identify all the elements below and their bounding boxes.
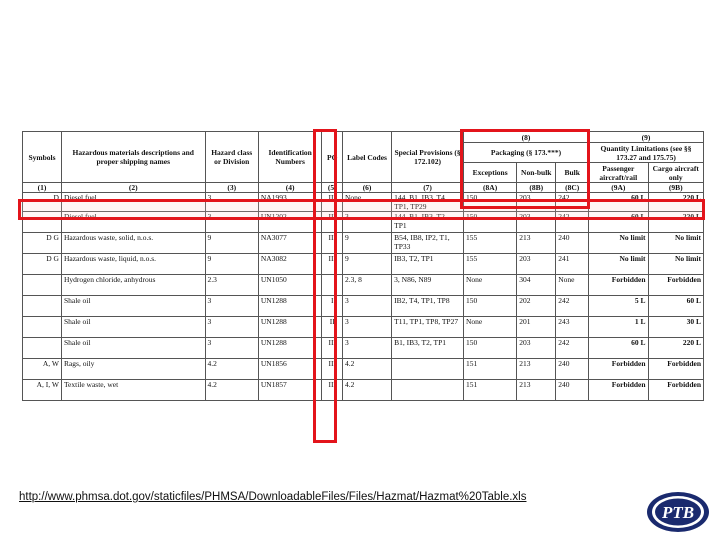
cell-name: Diesel fuel [61, 212, 205, 233]
cell-label: 3 [342, 338, 391, 359]
cell-bulk: 242 [556, 338, 589, 359]
highlight-diesel-row [18, 199, 705, 220]
cell-symbols [23, 296, 62, 317]
column-number: (9B) [648, 183, 703, 193]
header-packaging: Packaging (§ 173.***) [463, 143, 588, 163]
cell-bulk: 242 [556, 193, 589, 212]
cell-symbols [23, 338, 62, 359]
cell-id: NA1993 [258, 193, 322, 212]
cell-exceptions: 151 [463, 359, 516, 380]
header-bulk: Bulk [556, 163, 589, 183]
cell-pg: III [322, 233, 343, 254]
cell-hazard: 4.2 [205, 380, 258, 401]
cell-special: T11, TP1, TP8, TP27 [392, 317, 464, 338]
cell-exceptions: None [463, 317, 516, 338]
cell-symbols [23, 275, 62, 296]
cell-id: NA3077 [258, 233, 322, 254]
cell-id: NA3082 [258, 254, 322, 275]
cell-id: UN1857 [258, 380, 322, 401]
header-col8-number: (8) [463, 132, 588, 143]
cell-non-bulk: 213 [517, 380, 556, 401]
cell-bulk: 243 [556, 317, 589, 338]
cell-passenger: No limit [589, 233, 648, 254]
hazmat-table [22, 131, 704, 401]
column-number: (3) [205, 183, 258, 193]
cell-name: Hydrogen chloride, anhydrous [61, 275, 205, 296]
cell-symbols: D [23, 193, 62, 212]
cell-non-bulk: 213 [517, 359, 556, 380]
cell-label: 3 [342, 212, 391, 233]
header-cargo: Cargo aircraft only [648, 163, 703, 183]
cell-name: Rags, oily [61, 359, 205, 380]
table-row [23, 233, 704, 254]
cell-symbols: D G [23, 254, 62, 275]
cell-special [392, 359, 464, 380]
table-row [23, 380, 704, 401]
cell-exceptions: 150 [463, 193, 516, 212]
cell-special: 144, B1, IB3, T2, TP1 [392, 212, 464, 233]
column-number: (5) [322, 183, 343, 193]
table-row [23, 254, 704, 275]
table-row [23, 359, 704, 380]
cell-label: 4.2 [342, 359, 391, 380]
header-description: Hazardous materials descriptions and proper shipping names [61, 132, 205, 183]
cell-cargo: 220 L [648, 193, 703, 212]
header-special-provisions: Special Provisions (§ 172.102) [392, 132, 464, 183]
column-number: (6) [342, 183, 391, 193]
cell-exceptions: 150 [463, 338, 516, 359]
cell-exceptions: 151 [463, 380, 516, 401]
cell-bulk: 240 [556, 380, 589, 401]
highlight-packaging-header [460, 129, 590, 209]
column-number: (4) [258, 183, 322, 193]
cell-pg: III [322, 254, 343, 275]
cell-bulk: 242 [556, 296, 589, 317]
cell-bulk: 242 [556, 212, 589, 233]
header-pg: PG [322, 132, 343, 183]
cell-cargo: 30 L [648, 317, 703, 338]
cell-non-bulk: 203 [517, 254, 556, 275]
cell-symbols: A, W [23, 359, 62, 380]
source-link[interactable]: http://www.phmsa.dot.gov/staticfiles/PHMSA/DownloadableFiles/Files/Hazmat/Hazmat%20Table.xls [19, 491, 527, 503]
cell-special: B1, IB3, T2, TP1 [392, 338, 464, 359]
cell-name: Shale oil [61, 338, 205, 359]
cell-passenger: Forbidden [589, 359, 648, 380]
cell-symbols: A, I, W [23, 380, 62, 401]
header-passenger: Passenger aircraft/rail [589, 163, 648, 183]
cell-label: 9 [342, 233, 391, 254]
cell-passenger: No limit [589, 254, 648, 275]
cell-label: 3 [342, 317, 391, 338]
cell-id: UN1856 [258, 359, 322, 380]
cell-label: None [342, 193, 391, 212]
cell-passenger: 60 L [589, 193, 648, 212]
header-id-numbers: Identification Numbers [258, 132, 322, 183]
header-hazard-class: Hazard class or Division [205, 132, 258, 183]
cell-exceptions: 150 [463, 212, 516, 233]
cell-label: 2.3, 8 [342, 275, 391, 296]
cell-passenger: 5 L [589, 296, 648, 317]
cell-non-bulk: 203 [517, 193, 556, 212]
column-number: (2) [61, 183, 205, 193]
cell-special: 3, N86, N89 [392, 275, 464, 296]
column-number-row [23, 183, 704, 193]
cell-pg: II [322, 317, 343, 338]
cell-special: B54, IB8, IP2, T1, TP33 [392, 233, 464, 254]
cell-non-bulk: 304 [517, 275, 556, 296]
cell-pg: III [322, 359, 343, 380]
cell-name: Shale oil [61, 317, 205, 338]
cell-non-bulk: 213 [517, 233, 556, 254]
cell-hazard: 9 [205, 254, 258, 275]
highlight-pg-column [313, 129, 337, 443]
cell-exceptions: None [463, 275, 516, 296]
cell-special: IB2, T4, TP1, TP8 [392, 296, 464, 317]
cell-id: UN1288 [258, 296, 322, 317]
cell-hazard: 4.2 [205, 359, 258, 380]
cell-exceptions: 155 [463, 233, 516, 254]
cell-hazard: 2.3 [205, 275, 258, 296]
cell-hazard: 3 [205, 296, 258, 317]
cell-name: Diesel fuel [61, 193, 205, 212]
cell-id: UN1202 [258, 212, 322, 233]
cell-label: 9 [342, 254, 391, 275]
cell-symbols [23, 317, 62, 338]
cell-non-bulk: 201 [517, 317, 556, 338]
cell-passenger: 60 L [589, 212, 648, 233]
cell-special: IB3, T2, TP1 [392, 254, 464, 275]
header-symbols: Symbols [23, 132, 62, 183]
cell-bulk: None [556, 275, 589, 296]
cell-name: Hazardous waste, liquid, n.o.s. [61, 254, 205, 275]
column-number: (7) [392, 183, 464, 193]
cell-exceptions: 150 [463, 296, 516, 317]
cell-cargo: 220 L [648, 212, 703, 233]
cell-non-bulk: 203 [517, 338, 556, 359]
cell-pg: I [322, 296, 343, 317]
column-number: (8A) [463, 183, 516, 193]
header-quantity-limitations: Quantity Limitations (see §§ 173.27 and 175.75) [589, 143, 704, 163]
table-row [23, 275, 704, 296]
cell-special: 144, B1, IB3, T4, TP1, TP29 [392, 193, 464, 212]
cell-cargo: No limit [648, 233, 703, 254]
table-row [23, 338, 704, 359]
cell-bulk: 240 [556, 233, 589, 254]
cell-passenger: Forbidden [589, 380, 648, 401]
header-label-codes: Label Codes [342, 132, 391, 183]
cell-bulk: 240 [556, 359, 589, 380]
cell-cargo: Forbidden [648, 380, 703, 401]
cell-label: 3 [342, 296, 391, 317]
cell-hazard: 3 [205, 338, 258, 359]
cell-non-bulk: 203 [517, 212, 556, 233]
cell-hazard: 9 [205, 233, 258, 254]
cell-cargo: No limit [648, 254, 703, 275]
cell-cargo: 220 L [648, 338, 703, 359]
header-non-bulk: Non-bulk [517, 163, 556, 183]
cell-pg: III [322, 380, 343, 401]
cell-name: Textile waste, wet [61, 380, 205, 401]
cell-pg: III [322, 212, 343, 233]
cell-name: Shale oil [61, 296, 205, 317]
ptb-logo-text: PTB [661, 503, 695, 522]
cell-exceptions: 155 [463, 254, 516, 275]
ptb-logo [645, 490, 711, 534]
cell-id: UN1288 [258, 338, 322, 359]
column-number: (9A) [589, 183, 648, 193]
header-col9-number: (9) [589, 132, 704, 143]
column-number: (1) [23, 183, 62, 193]
cell-passenger: 1 L [589, 317, 648, 338]
cell-non-bulk: 202 [517, 296, 556, 317]
table-row [23, 296, 704, 317]
cell-hazard: 3 [205, 212, 258, 233]
cell-cargo: Forbidden [648, 275, 703, 296]
cell-special [392, 380, 464, 401]
cell-id: UN1050 [258, 275, 322, 296]
column-number: (8B) [517, 183, 556, 193]
hazmat-table-image [22, 131, 704, 424]
table-row [23, 317, 704, 338]
cell-label: 4.2 [342, 380, 391, 401]
column-number: (8C) [556, 183, 589, 193]
cell-cargo: Forbidden [648, 359, 703, 380]
cell-cargo: 60 L [648, 296, 703, 317]
cell-passenger: 60 L [589, 338, 648, 359]
cell-pg: III [322, 338, 343, 359]
cell-hazard: 3 [205, 317, 258, 338]
header-exceptions: Exceptions [463, 163, 516, 183]
cell-hazard: 3 [205, 193, 258, 212]
cell-bulk: 241 [556, 254, 589, 275]
cell-passenger: Forbidden [589, 275, 648, 296]
ptb-logo-icon [645, 490, 711, 534]
cell-id: UN1288 [258, 317, 322, 338]
cell-symbols: D G [23, 233, 62, 254]
cell-name: Hazardous waste, solid, n.o.s. [61, 233, 205, 254]
cell-pg: III [322, 193, 343, 212]
